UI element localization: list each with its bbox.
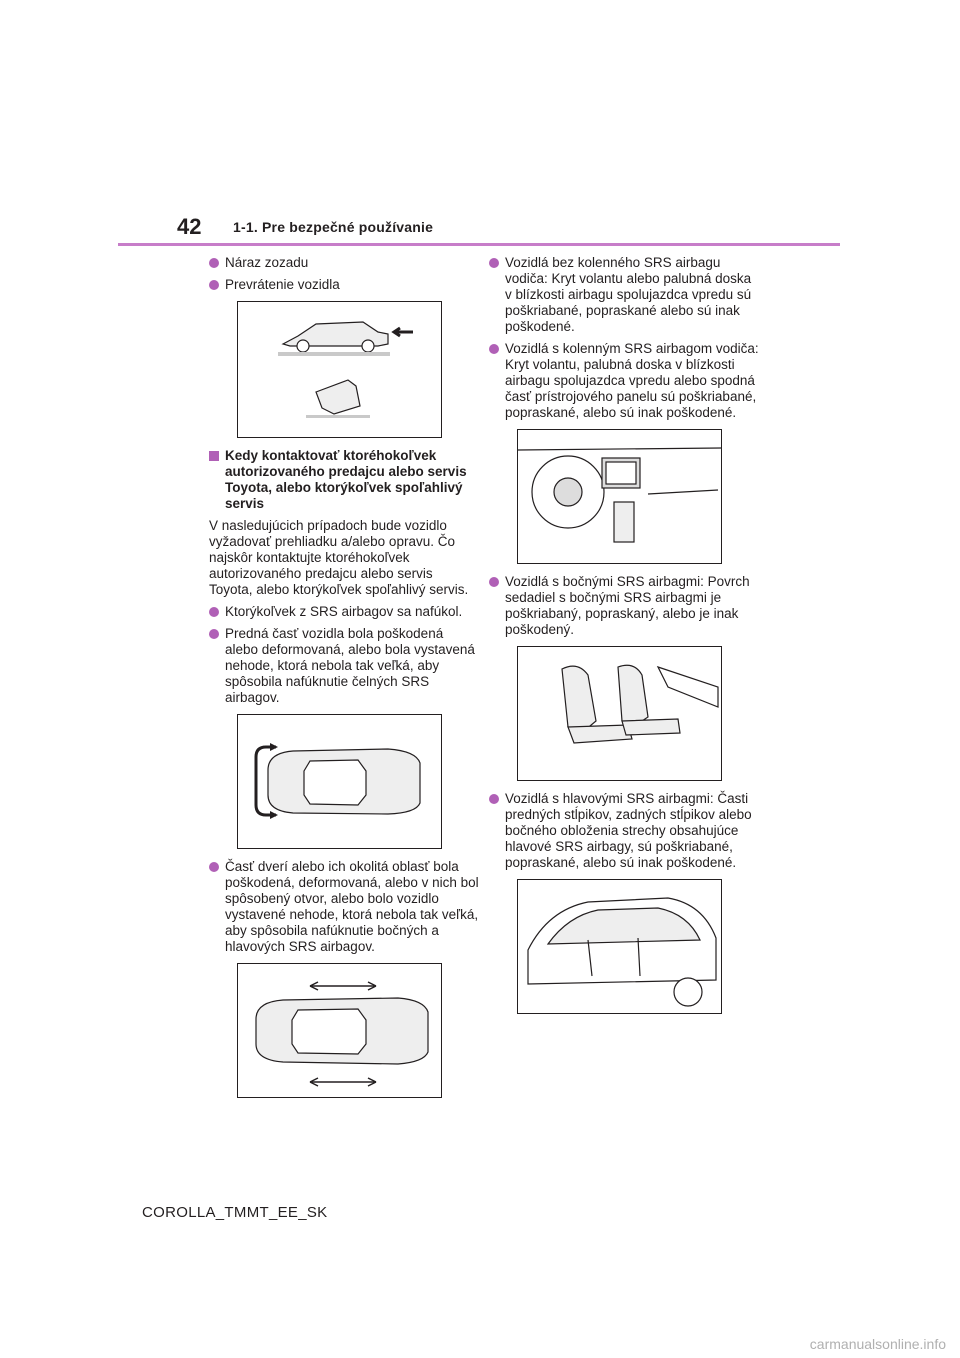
figure-dashboard (517, 429, 722, 564)
right-column (489, 255, 759, 1024)
figure-front-damage (237, 714, 442, 849)
figure-curtain (517, 879, 722, 1014)
figure-seats (517, 646, 722, 781)
bullet-rollover: Prevrátenie vozidla (209, 277, 479, 293)
bullet-side-airbag: Vozidlá s bočnými SRS airbagmi: Povrch sedadiel s bočnými SRS airbagmi je poškriabaný, popraskaný, alebo je inak poškodený. (489, 574, 759, 638)
watermark: carmanualsonline.info (809, 1336, 946, 1352)
heading-contact-dealer: Kedy kontaktovať ktoréhokoľvek autorizovaného predajcu alebo servis Toyota, alebo ktorýkoľvek spoľahlivý servis (209, 448, 479, 512)
bullet-airbag-inflated: Ktorýkoľvek z SRS airbagov sa nafúkol. (209, 604, 479, 620)
figure-rear-rollover (237, 301, 442, 438)
section-title: 1-1. Pre bezpečné používanie (233, 219, 434, 235)
intro-paragraph: V nasledujúcich prípadoch bude vozidlo vyžadovať prehliadku a/alebo opravu. Čo najskôr kontaktujte ktoréhokoľvek autorizovaného predajcu alebo servis Toyota, alebo ktorýkoľvek spoľahlivý servis. (209, 518, 469, 597)
bullet-no-knee-airbag: Vozidlá bez kolenného SRS airbagu vodiča: Kryt volantu alebo palubná doska v blízkosti airbagu spolujazdca vpredu sú poškriabané, popraskané alebo sú inak poškodené. (489, 255, 759, 335)
left-column (209, 255, 479, 1108)
figure-side-damage (237, 963, 442, 1098)
bullet-door-damage: Časť dverí alebo ich okolitá oblasť bola poškodená, deformovaná, alebo v nich bol spôsobený otvor, alebo bolo vozidlo vystavené nehode, ktorá nebola tak veľká, aby spôsobila nafúknutie bočných a hlavových SRS airbagov. (209, 859, 479, 955)
bullet-front-damage: Predná časť vozidla bola poškodená alebo deformovaná, alebo bola vystavená nehode, ktorá nebola tak veľká, aby spôsobila nafúknutie čelných SRS airbagov. (209, 626, 479, 706)
bullet-curtain-airbag: Vozidlá s hlavovými SRS airbagmi: Časti predných stĺpikov, zadných stĺpikov alebo bočného obloženia strechy obsahujúce hlavové SRS airbagy, sú poškriabané, popraskané, alebo sú inak poškodené. (489, 791, 759, 871)
header-rule (118, 243, 840, 246)
document-code: COROLLA_TMMT_EE_SK (142, 1204, 328, 1221)
page-number: 42 (177, 214, 202, 239)
bullet-rear-impact: Náraz zozadu (209, 255, 479, 271)
bullet-knee-airbag: Vozidlá s kolenným SRS airbagom vodiča: Kryt volantu, palubná doska v blízkosti airbagu spolujazdca vpredu alebo spodná časť prístrojového panelu sú poškriabané, popraskané, alebo sú inak poškodené. (489, 341, 759, 421)
